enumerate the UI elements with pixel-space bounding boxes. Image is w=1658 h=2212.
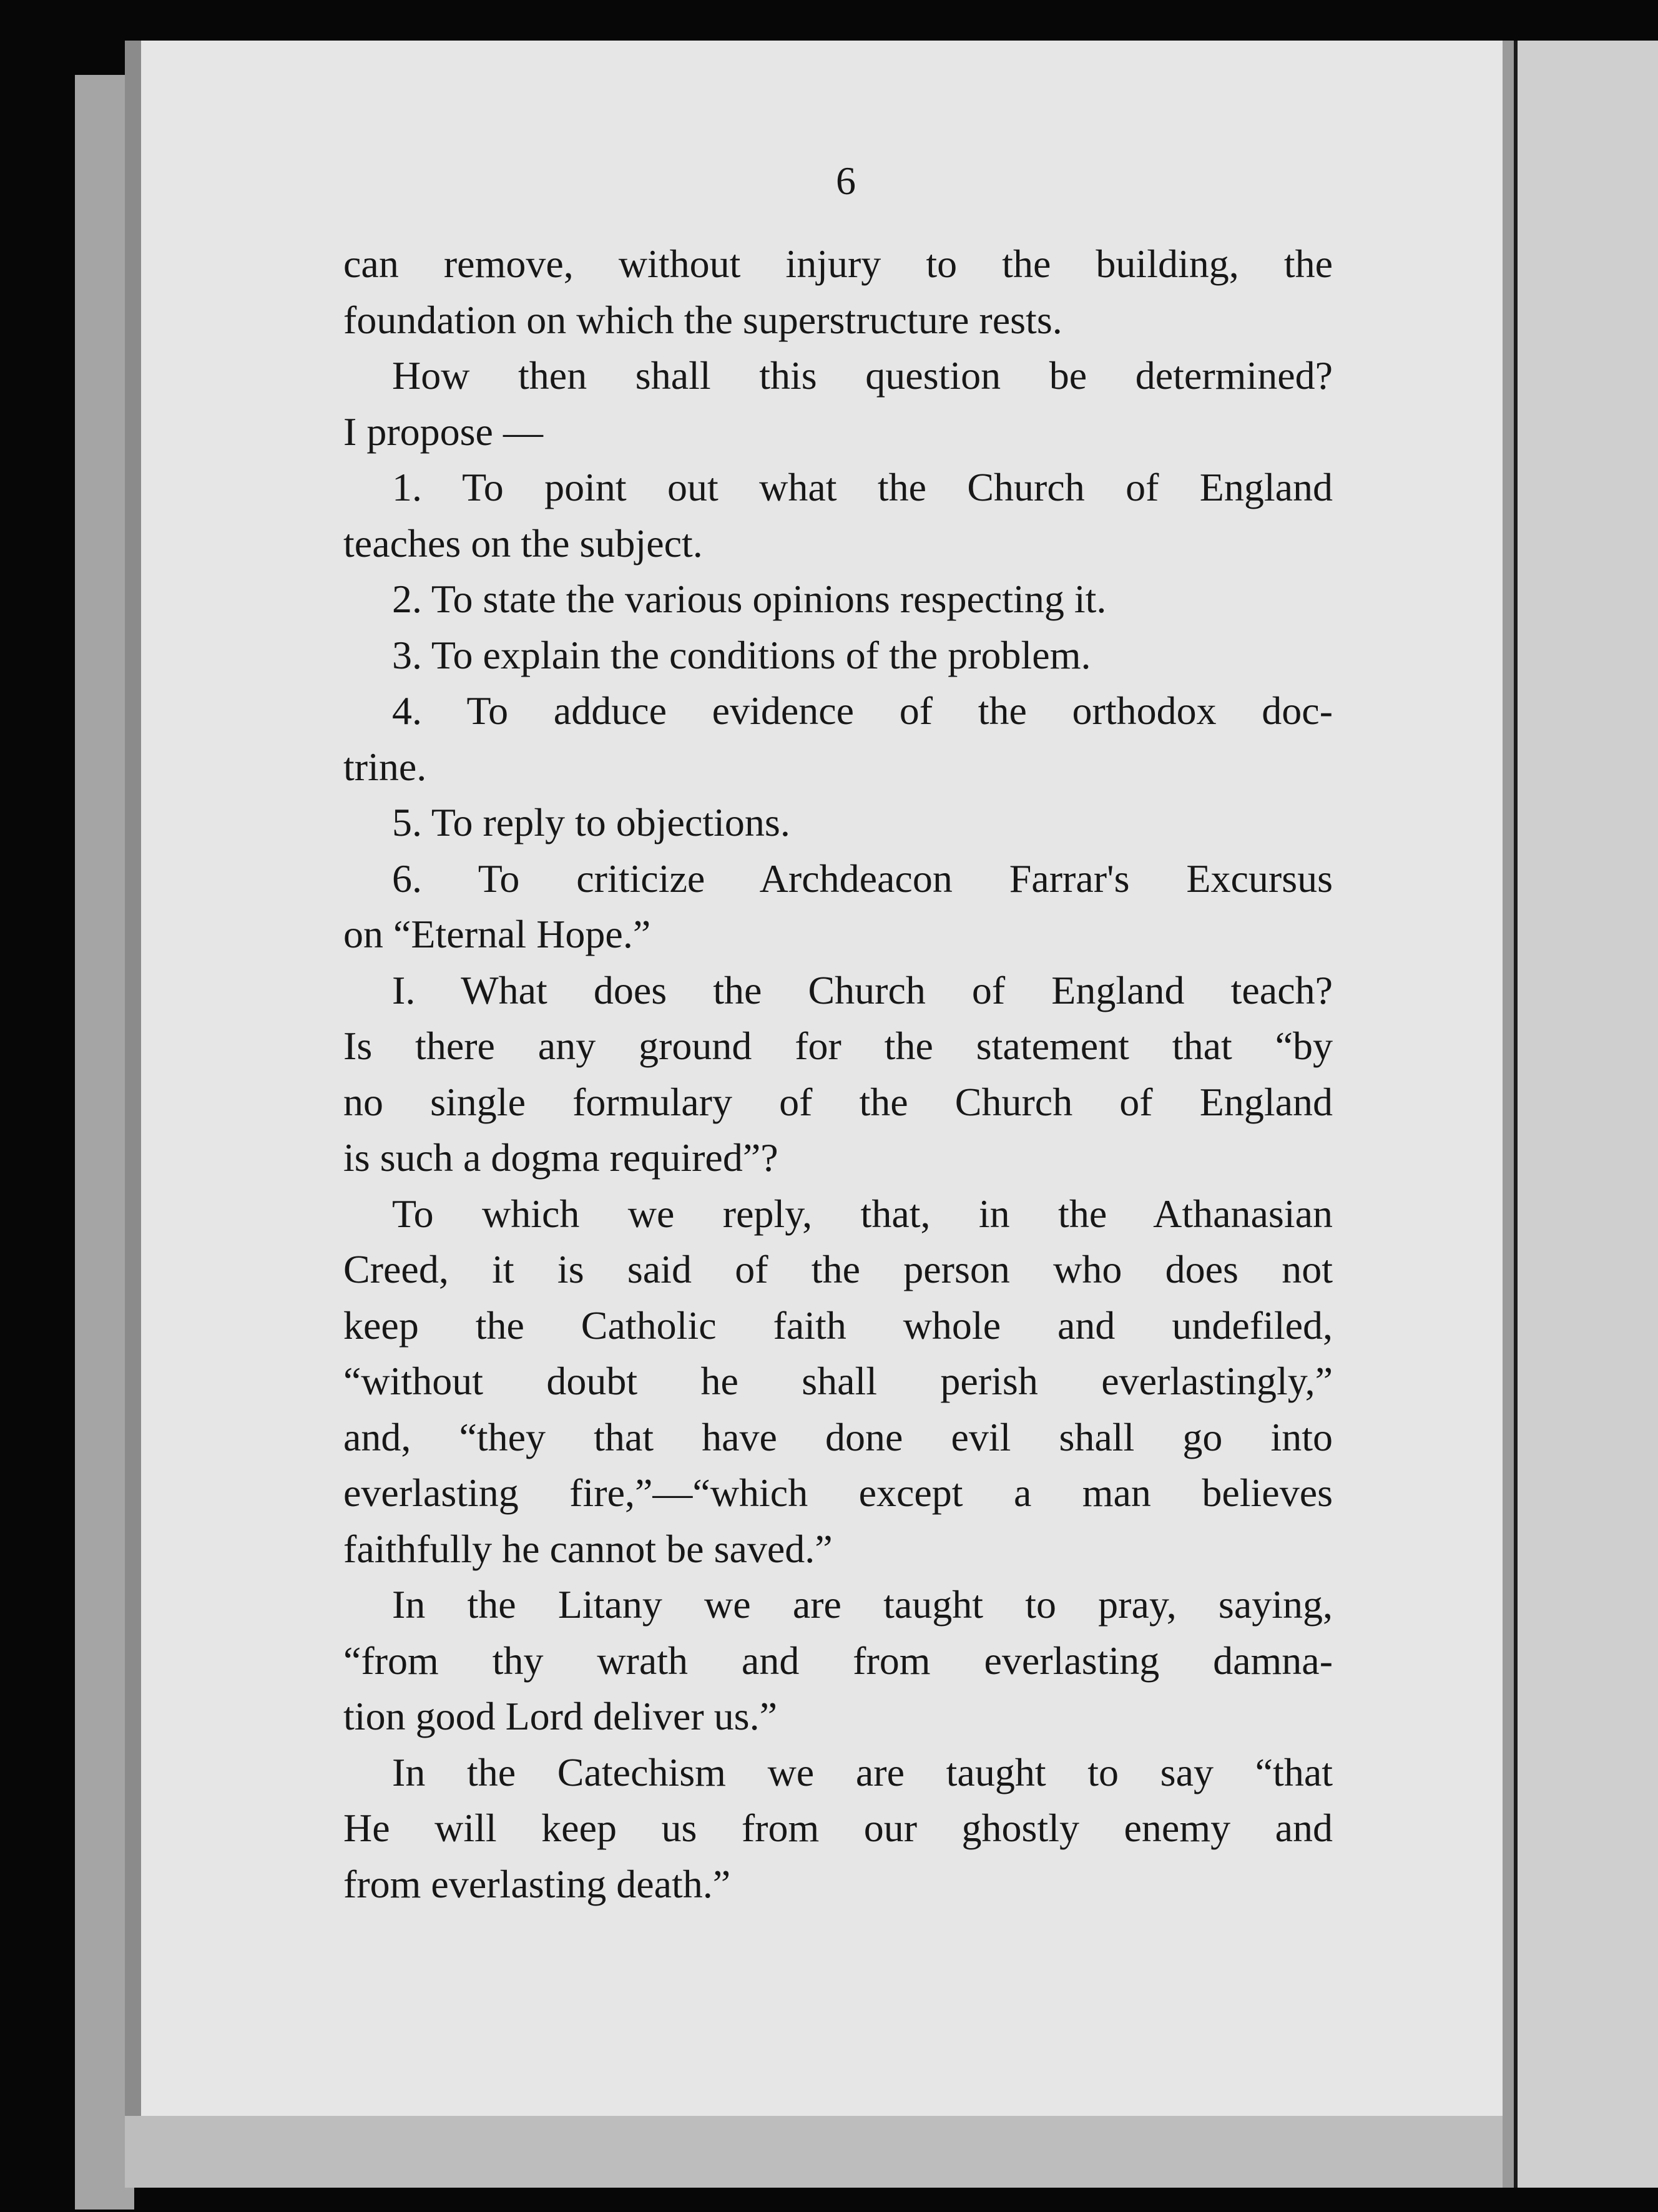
page-left-shadow — [125, 41, 141, 2188]
text-line: faithfully he cannot be saved.” — [343, 1526, 833, 1571]
text-line: In the Litany we are taught to pray, saying, — [392, 1582, 1333, 1627]
text-line: on “Eternal Hope.” — [343, 912, 651, 956]
page-number: 6 — [836, 159, 856, 203]
text-line: 6. To criticize Archdeacon Farrar's Excursus — [392, 856, 1333, 901]
fold-shadow — [1503, 41, 1514, 2188]
text-line: teaches on the subject. — [343, 521, 703, 565]
text-line: 3. To explain the conditions of the problem. — [392, 632, 1091, 677]
text-line: “without doubt he shall perish everlastingly,” — [343, 1359, 1333, 1403]
text-line: 5. To reply to objections. — [392, 800, 790, 844]
text-line: “from thy wrath and from everlasting damna- — [343, 1638, 1333, 1683]
text-line: no single formulary of the Church of England — [343, 1079, 1333, 1124]
text-line: and, “they that have done evil shall go into — [343, 1414, 1333, 1459]
text-line: He will keep us from our ghostly enemy and — [343, 1806, 1333, 1850]
text-line: Creed, it is said of the person who does not — [343, 1247, 1333, 1291]
text-line: To which we reply, that, in the Athanasian — [392, 1191, 1333, 1236]
text-line: How then shall this question be determined? — [392, 353, 1333, 398]
page-bottom-shadow — [125, 2116, 1658, 2188]
text-line: can remove, without injury to the building, the — [343, 242, 1333, 286]
text-line: Is there any ground for the statement that “by — [343, 1024, 1333, 1068]
text-line: 2. To state the various opinions respecting it. — [392, 577, 1107, 621]
text-line: foundation on which the superstructure rests. — [343, 297, 1062, 342]
text-line: from everlasting death.” — [343, 1861, 731, 1906]
text-line: tion good Lord deliver us.” — [343, 1694, 777, 1738]
text-line: is such a dogma required”? — [343, 1135, 778, 1180]
binding-fold-line — [1514, 41, 1518, 2188]
text-line: 1. To point out what the Church of England — [392, 465, 1333, 509]
text-line: keep the Catholic faith whole and undefiled, — [343, 1303, 1333, 1348]
adjacent-page-edge — [1518, 41, 1658, 2188]
text-line: everlasting fire,”—“which except a man believes — [343, 1471, 1333, 1515]
text-line: In the Catechism we are taught to say “that — [392, 1750, 1333, 1794]
text-line: I propose — — [343, 409, 543, 454]
page-text-block — [343, 236, 1333, 1912]
text-line: I. What does the Church of England teach? — [392, 967, 1333, 1012]
text-line: 4. To adduce evidence of the orthodox doc- — [392, 688, 1333, 733]
text-line: trine. — [343, 744, 427, 789]
